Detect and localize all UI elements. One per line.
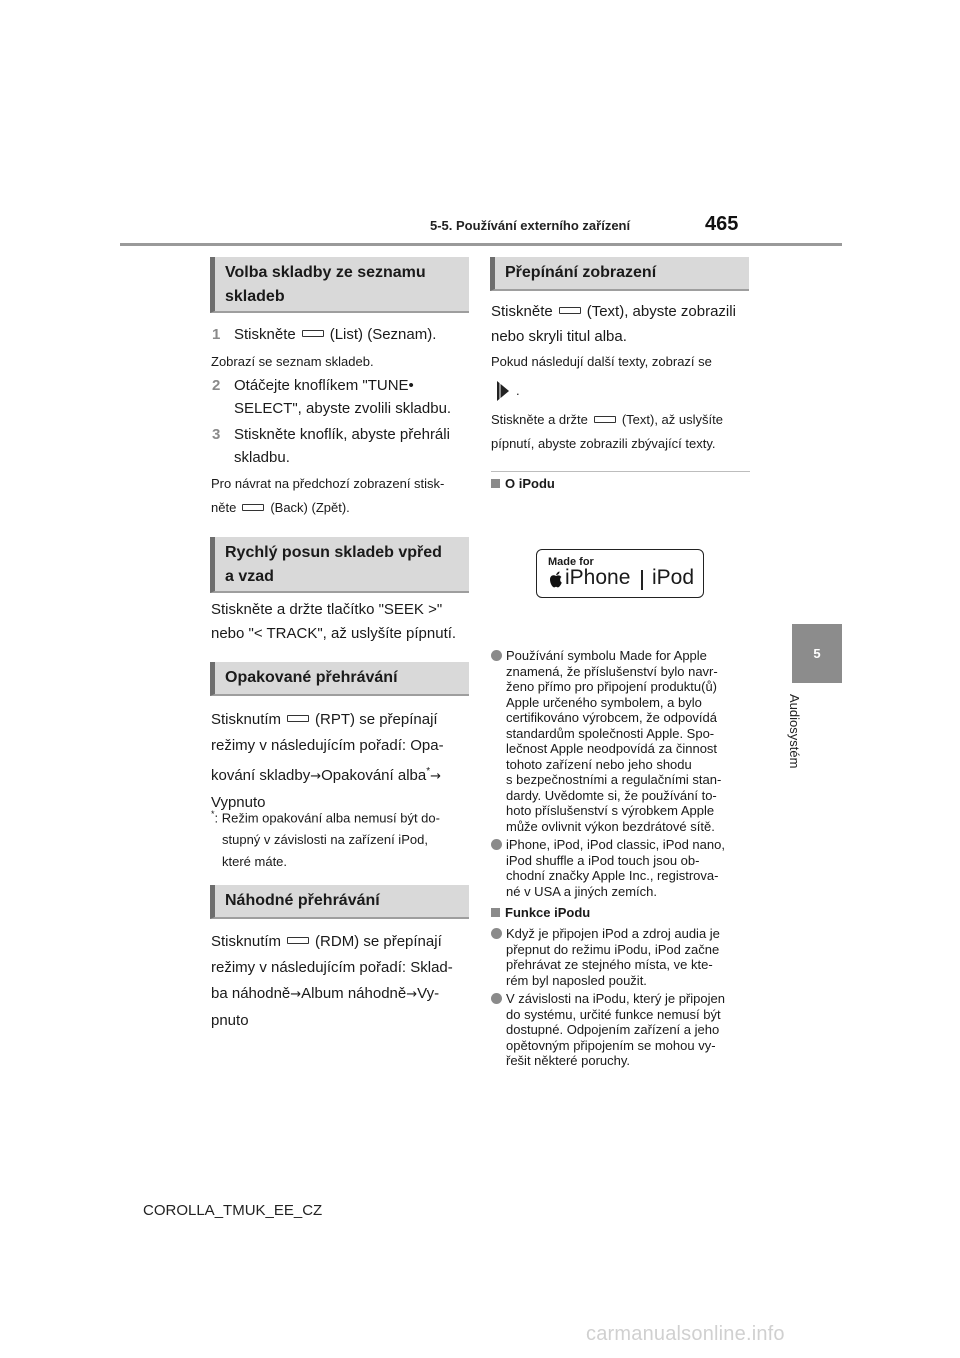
section-heading-repeat: Opakované přehrávání <box>210 662 469 696</box>
made-for-iphone-ipod-badge <box>536 549 704 598</box>
bullet-list-ipod <box>491 648 753 1069</box>
text: Stiskněte <box>491 303 553 320</box>
subheading-text: O iPodu <box>505 476 555 491</box>
text-line: nebo "< TRACK", až uslyšíte pípnutí. <box>211 625 457 642</box>
square-bullet-icon <box>491 479 500 488</box>
bullet-icon <box>491 839 502 850</box>
bullet-line: dostupné. Odpojením zařízení a jeho <box>506 1022 720 1037</box>
chapter-tab-label <box>788 694 806 784</box>
step-text: Stiskněte <box>234 326 296 343</box>
heading-line: a vzad <box>225 568 274 585</box>
text: ba náhodně <box>211 985 291 1002</box>
bullet-line: s bezpečnostními a regulačními stan- <box>506 772 722 787</box>
arrow-right-icon: → <box>406 987 418 1002</box>
text: (RPT) se přepínají <box>315 711 438 728</box>
chapter-label: Audiosystém <box>787 694 802 769</box>
badge-made-for: Made for <box>548 556 594 568</box>
text-line: režimy v následujícím pořadí: Sklad- <box>211 959 453 976</box>
bullet-line: Apple určeného symbolem, a bylo <box>506 694 702 710</box>
section-heading-display: Přepínání zobrazení <box>490 257 749 291</box>
divider <box>491 471 750 472</box>
footnote-mark: * <box>211 809 215 819</box>
bullet-icon <box>491 993 502 1004</box>
bullet-line: Když je připojen iPod a zdroj audia je <box>506 926 720 941</box>
badge-separator <box>641 570 643 590</box>
bullet-line: lečnost Apple neodpovídá za činnost <box>506 741 718 756</box>
section-title: 5-5. Používání externího zařízení <box>430 218 631 233</box>
list-item <box>491 837 753 899</box>
subheading-about-ipod <box>491 476 555 491</box>
heading-line: skladeb <box>225 288 285 305</box>
step-text: Stiskněte knoflík, abyste přehráli <box>234 426 450 443</box>
list-item <box>491 648 753 834</box>
note-line: pípnutí, abyste zobrazili zbývající texty. <box>491 436 716 451</box>
chapter-number: 5 <box>813 646 821 661</box>
section-heading-seek <box>210 537 469 593</box>
text: Vy- <box>417 985 440 1002</box>
note-text: . <box>516 383 520 398</box>
text-line: Vypnuto <box>211 794 266 811</box>
badge-iphone: iPhone <box>565 566 631 589</box>
arrow-right-icon: → <box>310 769 322 784</box>
bullet-line: certifikováno výrobcem, že odpovídá <box>506 710 717 725</box>
footnote <box>211 803 440 873</box>
button-icon <box>302 330 324 337</box>
bullet-line: opětovným připojením se mohou vy- <box>506 1037 716 1053</box>
bullet-line: může ovlivnit výkon bezdrátové sítě. <box>506 818 715 834</box>
step-2 <box>212 374 451 420</box>
repeat-text <box>211 707 444 816</box>
text: Opakování alba <box>321 767 427 784</box>
bullet-line: iPod shuffle a iPod touch jsou ob- <box>506 852 700 868</box>
bullet-line: iPhone, iPod, iPod classic, iPod nano, <box>506 837 725 852</box>
footnote-text: které máte. <box>222 854 288 870</box>
button-icon <box>287 715 309 722</box>
text: Stisknutím <box>211 711 282 728</box>
step-number: 3 <box>212 426 221 443</box>
section-heading-track-list <box>210 257 469 313</box>
bullet-line: rém byl naposled použit. <box>506 972 647 988</box>
bullet-line: chodní značky Apple Inc., registrova- <box>506 868 719 883</box>
scroll-arrow-icon <box>496 380 510 402</box>
note-text: (Back) (Zpět). <box>270 500 350 515</box>
bullet-line: hoto příslušenství s výrobkem Apple <box>506 803 715 818</box>
button-icon <box>242 504 264 511</box>
display-note <box>491 350 723 456</box>
step-number: 2 <box>212 377 221 394</box>
note-text: (Text), až uslyšíte <box>621 412 723 427</box>
subheading-text: Funkce iPodu <box>505 905 591 920</box>
list-item <box>491 926 753 988</box>
bullet-line: znamená, že příslušenství bylo navr- <box>506 663 718 679</box>
bullet-line: tohoto zařízení nebo jeho shodu <box>506 756 692 772</box>
button-icon <box>594 416 616 423</box>
footnote-text: stupný v závislosti na zařízení iPod, <box>222 832 428 848</box>
arrow-right-icon: → <box>430 769 442 784</box>
note-back <box>211 472 444 520</box>
text-line: pnuto <box>211 1012 249 1029</box>
bullet-line: ženo přímo pro připojení produktu(ů) <box>506 679 718 694</box>
page-number: 465 <box>705 213 739 235</box>
bullet-line: přehrávat ze stejného místa, ve kte- <box>506 957 713 972</box>
bullet-line: standardům společnosti Apple. Spo- <box>506 725 715 741</box>
step-number: 1 <box>212 326 221 343</box>
bullet-icon <box>491 650 502 661</box>
watermark: carmanualsonline.info <box>586 1323 785 1345</box>
note-text: Stiskněte a držte <box>491 412 588 427</box>
document-code: COROLLA_TMUK_EE_CZ <box>143 1202 323 1219</box>
text: Album náhodně <box>301 985 407 1002</box>
badge-ipod: iPod <box>652 566 695 589</box>
heading-line: Volba skladby ze seznamu <box>225 264 426 281</box>
text: kování skladby <box>211 767 311 784</box>
button-icon <box>559 307 581 314</box>
bullet-line: Používání symbolu Made for Apple <box>506 648 707 663</box>
text-line: Stiskněte a držte tlačítko "SEEK >" <box>211 601 443 618</box>
chapter-tab <box>792 624 842 683</box>
step-text: skladbu. <box>234 449 290 466</box>
square-bullet-icon <box>491 908 500 917</box>
bullet-text <box>506 991 753 1069</box>
text: (RDM) se přepínají <box>315 933 442 950</box>
text: (Text), abyste zobrazili <box>586 303 736 320</box>
heading-line: Rychlý posun skladeb vpřed <box>225 544 442 561</box>
step-text: (List) (Seznam). <box>329 326 437 343</box>
note-line: Pro návrat na předchozí zobrazení stisk- <box>211 476 445 491</box>
footnote-mark: * <box>426 766 431 777</box>
header-rule <box>120 243 842 246</box>
section-heading-random: Náhodné přehrávání <box>210 885 469 919</box>
note-list-shown: Zobrazí se seznam skladeb. <box>211 354 374 369</box>
step-text: SELECT", abyste zvolili skladbu. <box>234 400 452 417</box>
text-line: režimy v následujícím pořadí: Opa- <box>211 737 444 754</box>
bullet-line: dardy. Uvědomte si, že používání to- <box>506 787 717 803</box>
seek-text <box>211 598 456 646</box>
random-text <box>211 929 453 1034</box>
bullet-line: né v USA a jiných zemích. <box>506 883 658 899</box>
bullet-text <box>506 926 753 988</box>
bullet-line: V závislosti na iPodu, který je připojen <box>506 991 725 1006</box>
bullet-text <box>506 837 753 899</box>
list-item <box>491 991 753 1069</box>
note-text: něte <box>211 500 237 515</box>
bullet-icon <box>491 928 502 939</box>
subheading-ipod-functions <box>491 905 753 920</box>
step-3 <box>212 423 450 469</box>
display-text <box>491 299 736 349</box>
bullet-line: přepnut do režimu iPodu, iPod začne <box>506 941 720 957</box>
text: Stisknutím <box>211 933 282 950</box>
bullet-line: řešit některé poruchy. <box>506 1053 631 1068</box>
bullet-line: do systému, určité funkce nemusí být <box>506 1006 721 1022</box>
text-line: nebo skryli titul alba. <box>491 328 627 345</box>
step-text: Otáčejte knoflíkem "TUNE• <box>234 377 414 394</box>
apple-logo-icon <box>549 571 563 588</box>
footnote-text: : Režim opakování alba nemusí být do- <box>214 810 440 826</box>
step-1 <box>212 323 436 346</box>
button-icon <box>287 937 309 944</box>
arrow-right-icon: → <box>290 987 302 1002</box>
note-line: Pokud následují další texty, zobrazí se <box>491 354 712 369</box>
bullet-text <box>506 648 753 834</box>
